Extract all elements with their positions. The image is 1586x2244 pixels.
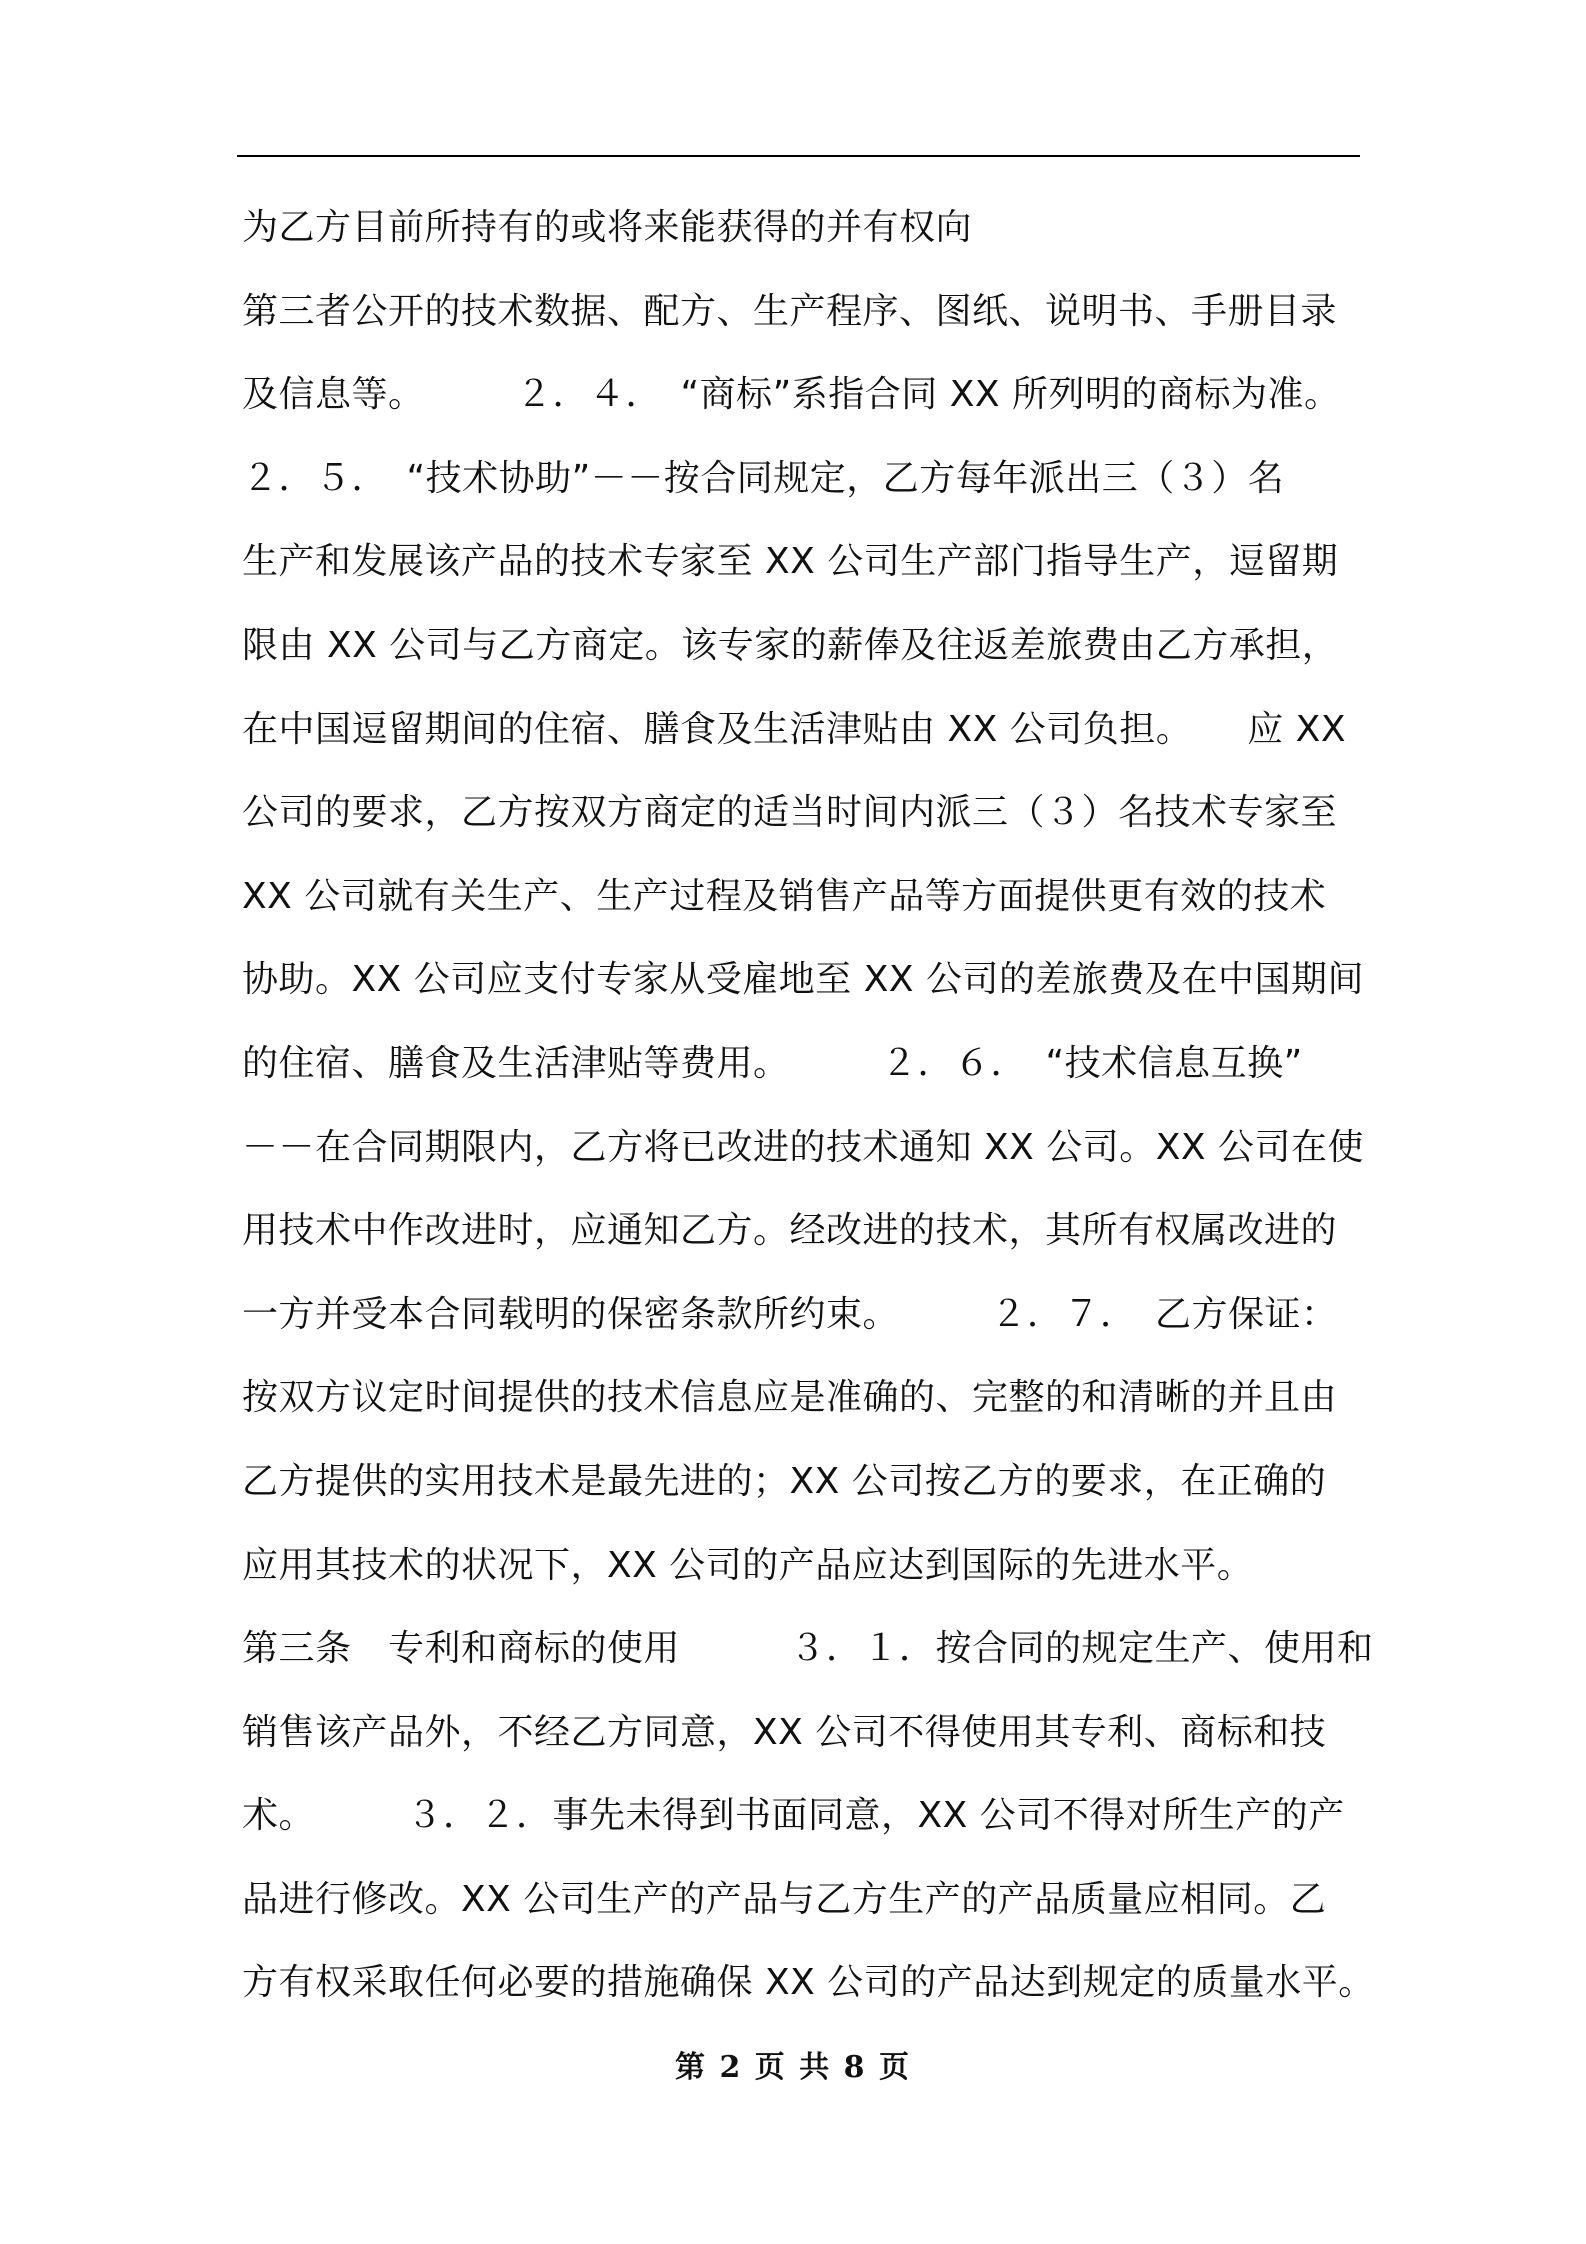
- header-divider: [237, 155, 1360, 157]
- text-line: 乙方提供的实用技术是最先进的；XX 公司按乙方的要求，在正确的: [242, 1460, 1327, 1502]
- text-line: 协助。XX 公司应支付专家从受雇地至 XX 公司的差旅费及在中国期间: [242, 959, 1364, 1001]
- text-line: XX 公司就有关生产、生产过程及销售产品等方面提供更有效的技术: [242, 875, 1327, 917]
- text-line: 在中国逗留期间的住宿、膳食及生活津贴由 XX 公司负担。 应 XX: [242, 708, 1346, 750]
- text-line: 销售该产品外，不经乙方同意，XX 公司不得使用其专利、商标和技: [242, 1711, 1327, 1753]
- text-line: 限由 XX 公司与乙方商定。该专家的薪俸及往返差旅费由乙方承担，: [242, 624, 1339, 666]
- text-line: 为乙方目前所持有的或将来能获得的并有权向: [242, 207, 973, 248]
- text-line: 方有权采取任何必要的措施确保 XX 公司的产品达到规定的质量水平。: [242, 1962, 1375, 2004]
- text-line: 用技术中作改进时，应通知乙方。经改进的技术，其所有权属改进的: [242, 1210, 1338, 1252]
- document-body: [242, 196, 1375, 2035]
- text-line: －－在合同期限内，乙方将已改进的技术通知 XX 公司。XX 公司在使: [242, 1126, 1364, 1168]
- text-line: 术。 ３．２．事先未得到书面同意，XX 公司不得对所生产的产: [242, 1795, 1345, 1837]
- text-line: 生产和发展该产品的技术专家至 XX 公司生产部门指导生产，逗留期: [242, 541, 1339, 583]
- text-line: 及信息等。 ２．４． “商标”系指合同 XX 所列明的商标为准。: [242, 374, 1341, 416]
- text-line: 第三条 专利和商标的使用 ３．１．按合同的规定生产、使用和: [242, 1628, 1374, 1670]
- text-line: 第三者公开的技术数据、配方、生产程序、图纸、说明书、手册目录: [242, 290, 1338, 332]
- text-line: 一方并受本合同载明的保密条款所约束。 ２．７． 乙方保证：: [242, 1293, 1338, 1335]
- text-line: 按双方议定时间提供的技术信息应是准确的、完整的和清晰的并且由: [242, 1377, 1338, 1419]
- text-line: 品进行修改。XX 公司生产的产品与乙方生产的产品质量应相同。乙: [242, 1878, 1327, 1920]
- text-line: 的住宿、膳食及生活津贴等费用。 ２．６． “技术信息互换”: [242, 1042, 1303, 1084]
- text-line: 公司的要求，乙方按双方商定的适当时间内派三（３）名技术专家至: [242, 792, 1338, 834]
- page-number: 第 2 页 共 8 页: [675, 2050, 911, 2085]
- text-line: ２．５． “技术协助”－－按合同规定，乙方每年派出三（３）名: [242, 457, 1285, 499]
- text-line: 应用其技术的状况下，XX 公司的产品应达到国际的先进水平。: [242, 1544, 1254, 1586]
